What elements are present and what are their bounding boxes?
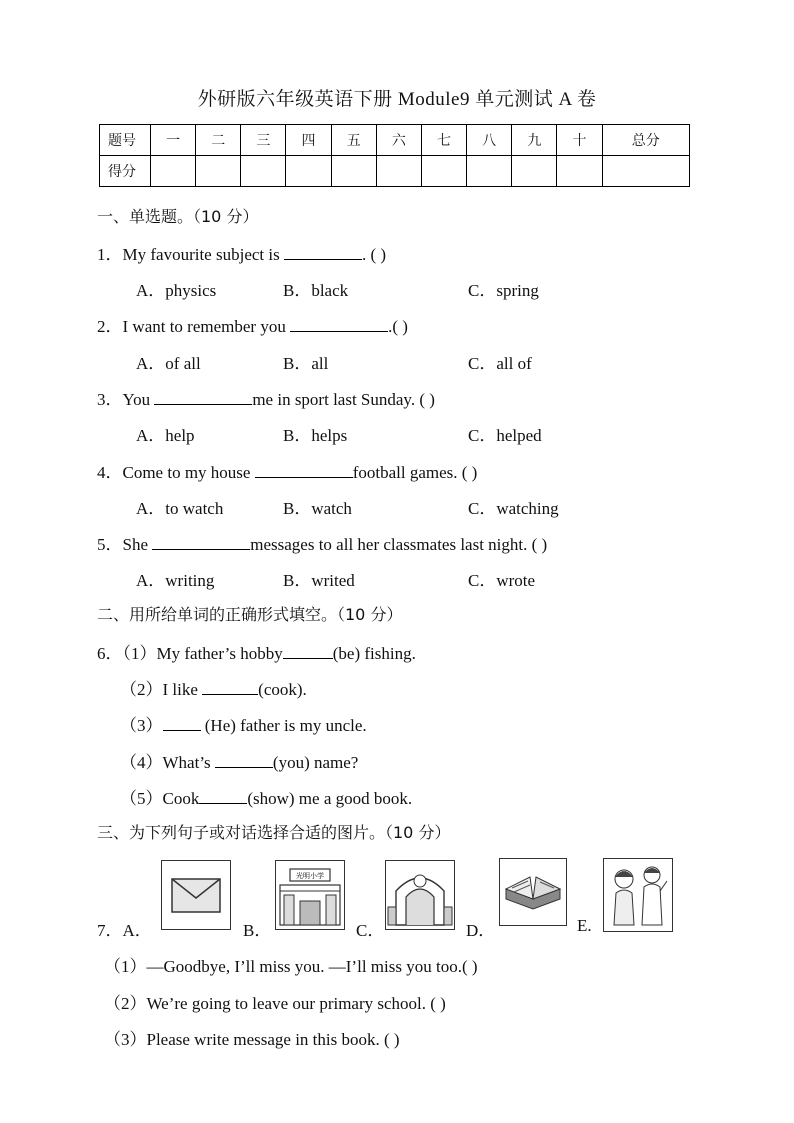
question-text: Come to my house — [122, 463, 255, 482]
score-input-cell[interactable] — [512, 156, 557, 187]
question-text: me in sport last Sunday. ( ) — [252, 390, 435, 409]
picture-label: A． — [122, 921, 152, 940]
item-text: (He) father is my uncle. — [200, 716, 367, 735]
fill-item-3 — [120, 711, 367, 736]
question-number: 1． — [97, 245, 123, 264]
option-b[interactable]: B．writed — [283, 571, 355, 590]
picture-label: E. — [577, 916, 592, 935]
item-label: （1） — [104, 957, 147, 976]
question-number: 3． — [97, 390, 123, 409]
answer-blank[interactable] — [215, 751, 273, 768]
score-table-header-row — [100, 125, 690, 156]
score-input-cell[interactable] — [241, 156, 286, 187]
score-cell: 三 — [241, 125, 286, 156]
fill-item-2 — [120, 675, 307, 700]
question-number: 2． — [97, 317, 123, 336]
item-label: （5） — [120, 789, 163, 808]
question-text: You — [122, 390, 155, 409]
question-2 — [97, 312, 408, 337]
answer-blank[interactable] — [202, 678, 258, 695]
item-label: （4） — [120, 753, 163, 772]
question-text: I want to remember you — [122, 317, 291, 336]
option-a[interactable]: A．physics — [136, 281, 217, 300]
item-text: (be) fishing. — [332, 644, 416, 663]
question-number: 7． — [97, 921, 123, 940]
answer-blank[interactable] — [152, 533, 250, 550]
fill-item-5 — [120, 784, 412, 809]
option-a[interactable]: A．writing — [136, 571, 215, 590]
two-children-icon[interactable] — [603, 858, 673, 932]
answer-blank[interactable] — [163, 714, 201, 731]
answer-blank[interactable] — [290, 315, 388, 332]
score-table-score-row — [100, 156, 690, 187]
score-table — [99, 124, 690, 187]
open-book-icon[interactable] — [499, 858, 567, 926]
score-input-cell[interactable] — [602, 156, 689, 187]
item-text: My father’s hobby — [156, 644, 283, 663]
page-title: 外研版六年级英语下册 Module9 单元测试 A 卷 — [197, 89, 597, 110]
question-number: 6． — [97, 644, 123, 663]
option-b[interactable]: B．black — [283, 281, 349, 300]
question-text: She — [122, 535, 153, 554]
item-label: （3） — [104, 1030, 147, 1049]
score-input-cell[interactable] — [196, 156, 241, 187]
score-cell: 七 — [421, 125, 466, 156]
school-gate-icon[interactable] — [275, 860, 345, 930]
question-text: football games. ( ) — [352, 463, 478, 482]
item-text: Please write message in this book. ( ) — [146, 1030, 400, 1049]
envelope-icon[interactable] — [161, 860, 231, 930]
match-item-2 — [104, 989, 446, 1014]
score-cell: 得分 — [100, 156, 151, 187]
score-cell: 二 — [196, 125, 241, 156]
score-input-cell[interactable] — [286, 156, 331, 187]
question-text: messages to all her classmates last night. ( ) — [250, 535, 548, 554]
question-4 — [97, 458, 477, 483]
score-cell: 四 — [286, 125, 331, 156]
option-b[interactable]: B．watch — [283, 499, 352, 518]
score-cell: 五 — [331, 125, 376, 156]
match-item-3 — [104, 1025, 400, 1050]
match-item-1 — [104, 952, 478, 977]
item-label: （1） — [122, 644, 157, 663]
score-cell: 题号 — [100, 125, 151, 156]
answer-blank[interactable] — [284, 243, 362, 260]
option-c[interactable]: C．helped — [468, 426, 542, 445]
item-text: (you) name? — [272, 753, 359, 772]
fill-item-4 — [120, 748, 358, 773]
item-text: (show) me a good book. — [247, 789, 413, 808]
picture-label: C． — [356, 921, 385, 940]
answer-blank[interactable] — [154, 388, 252, 405]
score-input-cell[interactable] — [421, 156, 466, 187]
question-text: . ( ) — [361, 245, 387, 264]
score-input-cell[interactable] — [151, 156, 196, 187]
score-input-cell[interactable] — [331, 156, 376, 187]
section-2-heading: 二、用所给单词的正确形式填空。（10 分） — [97, 605, 403, 624]
item-text: We’re going to leave our primary school. ( ) — [146, 994, 446, 1013]
score-cell: 九 — [512, 125, 557, 156]
question-number: 5． — [97, 535, 123, 554]
item-text: (cook). — [258, 680, 307, 699]
question-7-label — [97, 916, 152, 941]
option-b[interactable]: B．all — [283, 354, 329, 373]
score-cell: 一 — [151, 125, 196, 156]
score-cell: 六 — [376, 125, 421, 156]
question-3 — [97, 385, 435, 410]
gate-sign-text: 光明小学 — [296, 872, 324, 880]
item-text: I like — [162, 680, 203, 699]
section-1-heading: 一、单选题。（10 分） — [97, 207, 259, 226]
score-input-cell[interactable] — [557, 156, 602, 187]
option-c[interactable]: C．all of — [468, 354, 532, 373]
score-input-cell[interactable] — [376, 156, 421, 187]
score-cell: 十 — [557, 125, 602, 156]
picture-label: D． — [466, 921, 496, 940]
option-a[interactable]: A．of all — [136, 354, 201, 373]
answer-blank[interactable] — [255, 461, 353, 478]
answer-blank[interactable] — [283, 642, 333, 659]
option-a[interactable]: A．help — [136, 426, 195, 445]
question-number: 4． — [97, 463, 123, 482]
option-b[interactable]: B．helps — [283, 426, 348, 445]
item-label: （2） — [120, 680, 163, 699]
option-c[interactable]: C．wrote — [468, 571, 536, 590]
score-cell: 总分 — [602, 125, 689, 156]
item-text: What’s — [162, 753, 215, 772]
answer-blank[interactable] — [199, 787, 247, 804]
option-a[interactable]: A．to watch — [136, 499, 224, 518]
question-text: .( ) — [388, 317, 408, 336]
question-text: My favourite subject is — [122, 245, 284, 264]
option-c[interactable]: C．spring — [468, 281, 539, 300]
item-label: （2） — [104, 994, 147, 1013]
question-1 — [97, 240, 386, 265]
school-arch-icon[interactable] — [385, 860, 455, 930]
section-3-heading: 三、为下列句子或对话选择合适的图片。（10 分） — [97, 823, 451, 842]
score-cell: 八 — [467, 125, 512, 156]
item-text: Cook — [162, 789, 200, 808]
item-label: （3） — [120, 716, 163, 735]
question-5 — [97, 530, 547, 555]
score-input-cell[interactable] — [467, 156, 512, 187]
fill-item-1 — [97, 639, 416, 664]
item-text: —Goodbye, I’ll miss you. —I’ll miss you too.( ) — [146, 957, 478, 976]
option-c[interactable]: C．watching — [468, 499, 559, 518]
picture-label: B． — [243, 921, 272, 940]
